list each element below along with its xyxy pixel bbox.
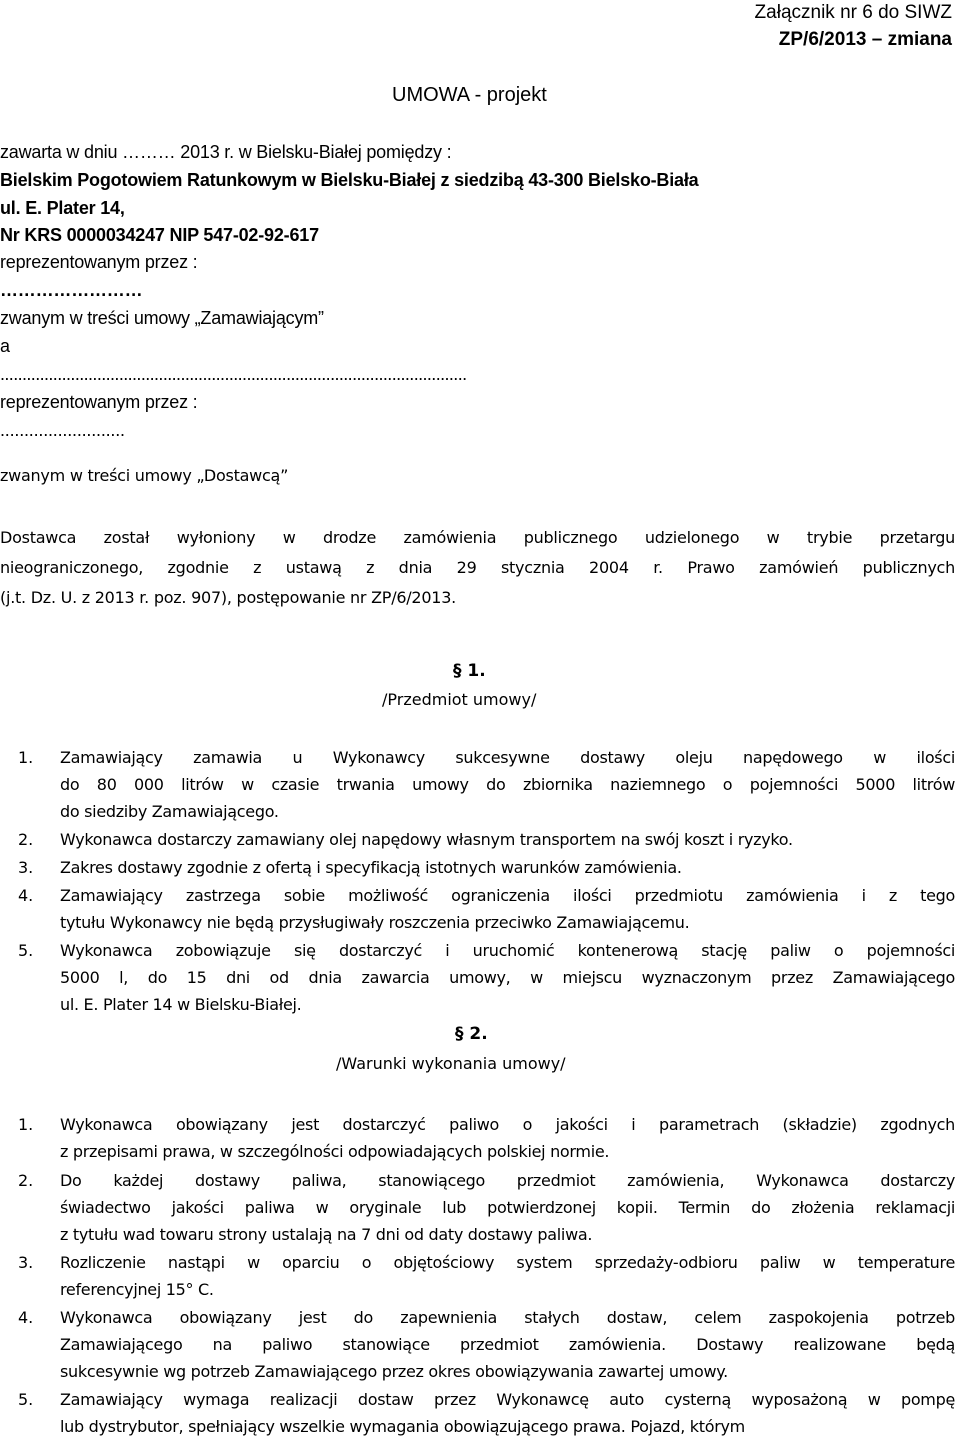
- intro-called-ordering: zwanym w treści umowy „Zamawiającym”: [0, 308, 324, 328]
- section-2-number: [455, 1024, 488, 1044]
- list-item-text: [60, 1249, 955, 1303]
- intro-krs-nip: Nr KRS 0000034247 NIP 547-02-92-617: [0, 225, 319, 245]
- list-item-line: 5000 l, do 15 dni od dnia zawarcia umowy, w miejscu wyznaczonym przez Zamawiającego: [60, 968, 955, 987]
- preamble-line: Dostawca został wyłoniony w drodze zamówienia publicznego udzielonego w trybie przetargu: [0, 528, 955, 547]
- list-item-number: 2.: [18, 830, 34, 849]
- list-item-text: [60, 1304, 955, 1385]
- intro-and: a: [0, 336, 10, 356]
- list-item-line: do siedziby Zamawiającego.: [60, 802, 279, 821]
- section-1-number: [453, 661, 486, 681]
- attachment-label: Załącznik nr 6 do SIWZ: [754, 2, 952, 23]
- intro-date-line: zawarta w dniu ……… 2013 r. w Bielsku-Białej pomiędzy :: [0, 142, 452, 162]
- list-item-number: 1.: [18, 748, 34, 767]
- list-item-number: 4.: [18, 886, 34, 905]
- list-item-line: Zamawiający zastrzega sobie możliwość ograniczenia ilości przedmiotu zamówienia i z tego: [60, 886, 955, 905]
- reference-text: ZP/6/2013 – zmiana: [778, 29, 952, 50]
- intro-represented-by: reprezentowanym przez :: [0, 252, 198, 272]
- list-item-line: lub dystrybutor, spełniający wszelkie wymagania obowiązującego prawa. Pojazd, którym: [60, 1417, 745, 1436]
- list-item-number: 4.: [18, 1308, 34, 1327]
- preamble-line: nieograniczonego, zgodnie z ustawą z dnia 29 stycznia 2004 r. Prawo zamówień publicznych: [0, 558, 955, 577]
- intro-party-name: Bielskim Pogotowiem Ratunkowym w Bielsku-Białej z siedzibą 43-300 Bielsko-Biała: [0, 170, 699, 190]
- list-item-text: [60, 826, 955, 853]
- document-title: UMOWA - projekt: [392, 84, 547, 106]
- paragraph-mark: §: [455, 1024, 464, 1044]
- list-item-line: Zamawiający wymaga realizacji dostaw przez Wykonawcę auto cysterną wyposażoną w pompę: [60, 1390, 955, 1409]
- list-item-text: [60, 744, 955, 825]
- list-item-text: [60, 1111, 955, 1165]
- list-item-line: sukcesywnie wg potrzeb Zamawiającego przez okres obowiązywania zawartej umowy.: [60, 1362, 728, 1381]
- intro-represented-by-2: reprezentowanym przez :: [0, 392, 198, 412]
- intro-address: ul. E. Plater 14,: [0, 198, 125, 218]
- list-item-text: [60, 937, 955, 1018]
- list-item-line: Wykonawca zobowiązuje się dostarczyć i uruchomić kontenerową stację paliw o pojemności: [60, 941, 955, 960]
- preamble-line: (j.t. Dz. U. z 2013 r. poz. 907), postępowanie nr ZP/6/2013.: [0, 588, 456, 607]
- list-item-line: Rozliczenie nastąpi w oparciu o objętościowy system sprzedaży-odbioru paliw w temperature: [60, 1253, 955, 1272]
- intro-called-supplier: zwanym w treści umowy „Dostawcą”: [0, 466, 289, 485]
- list-item-number: 3.: [18, 1253, 34, 1272]
- list-item-text: [60, 1167, 955, 1248]
- list-item-line: świadectwo jakości paliwa w oryginale lub potwierdzonej kopii. Termin do złożenia reklamacji: [60, 1198, 955, 1217]
- list-item-line: tytułu Wykonawcy nie będą przysługiwały roszczenia przeciwko Zamawiającemu.: [60, 913, 690, 932]
- reference-number: [779, 29, 952, 51]
- list-item-text: [60, 854, 955, 881]
- section-1-heading: /Przedmiot umowy/: [382, 690, 537, 709]
- list-item-line: z tytułu wad towaru strony ustalają na 7 dni od daty dostawy paliwa.: [60, 1225, 593, 1244]
- section-2-num: 2.: [469, 1024, 488, 1044]
- list-item-line: Wykonawca dostarczy zamawiany olej napędowy własnym transportem na swój koszt i ryzyko.: [60, 830, 793, 849]
- list-item-number: 5.: [18, 1390, 34, 1409]
- list-item-line: ul. E. Plater 14 w Bielsku-Białej.: [60, 995, 302, 1014]
- list-item-text: [60, 882, 955, 936]
- list-item-text: [60, 1386, 955, 1440]
- paragraph-mark: §: [453, 661, 462, 681]
- list-item-line: Zakres dostawy zgodnie z ofertą i specyfikacją istotnych warunków zamówienia.: [60, 858, 682, 877]
- intro-representative-blank-2: ..........................: [0, 420, 125, 440]
- list-item-line: z przepisami prawa, w szczególności odpowiadających polskiej normie.: [60, 1142, 610, 1161]
- intro-supplier-blank: ..........................................................................................................: [0, 364, 467, 384]
- list-item-line: Do każdej dostawy paliwa, stanowiącego przedmiot zamówienia, Wykonawca dostarczy: [60, 1171, 955, 1190]
- section-2-heading: /Warunki wykonania umowy/: [336, 1054, 566, 1073]
- list-item-number: 3.: [18, 858, 34, 877]
- list-item-line: Wykonawca obowiązany jest dostarczyć paliwo o jakości i parametrach (składzie) zgodnych: [60, 1115, 955, 1134]
- preamble-paragraph: [0, 524, 955, 611]
- list-item-line: Zamawiający zamawia u Wykonawcy sukcesywne dostawy oleju napędowego w ilości: [60, 748, 955, 767]
- list-item-number: 1.: [18, 1115, 34, 1134]
- list-item-line: do 80 000 litrów w czasie trwania umowy do zbiornika naziemnego o pojemności 5000 litrów: [60, 775, 955, 794]
- list-item-line: referencyjnej 15° C.: [60, 1280, 214, 1299]
- list-item-line: Wykonawca obowiązany jest do zapewnienia stałych dostaw, celem zaspokojenia potrzeb: [60, 1308, 955, 1327]
- intro-representative-blank: ……………………: [0, 280, 143, 300]
- list-item-number: 5.: [18, 941, 34, 960]
- section-1-num: 1.: [467, 661, 486, 681]
- list-item-line: Zamawiającego na paliwo stanowiące przedmiot zamówienia. Dostawy realizowane będą: [60, 1335, 955, 1354]
- list-item-number: 2.: [18, 1171, 34, 1190]
